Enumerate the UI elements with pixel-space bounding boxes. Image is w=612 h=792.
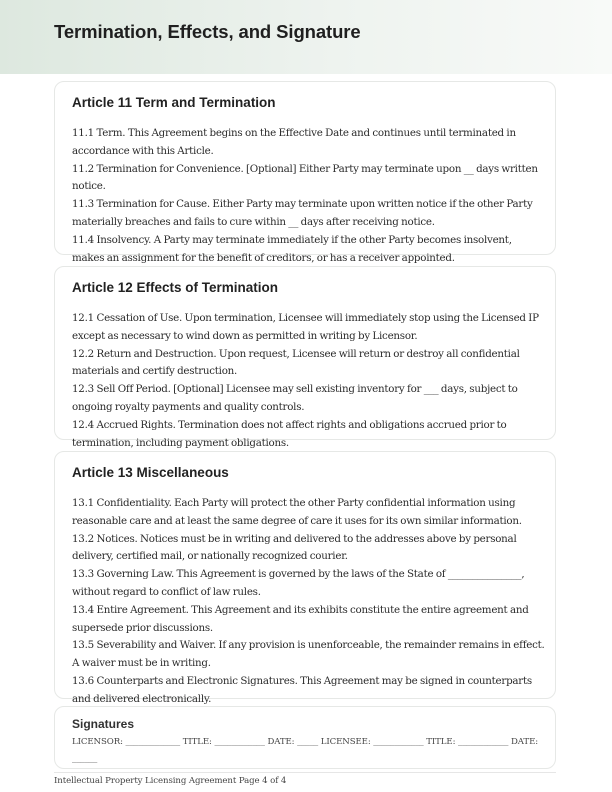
article-heading: Article 11 Term and Termination — [72, 95, 276, 110]
clause-11-2: 11.2 Termination for Convenience. [Optional] Either Party may terminate upon __ days written notice. — [72, 162, 538, 193]
article-12-card — [54, 266, 556, 449]
page-footer: Intellectual Property Licensing Agreement Page 4 of 4 — [54, 776, 287, 786]
clause-12-2: 12.2 Return and Destruction. Upon request, Licensee will return or destroy all confidential materials and certify destruction. — [72, 347, 520, 378]
clause-list — [72, 310, 546, 452]
clause-11-4: 11.4 Insolvency. A Party may terminate immediately if the other Party becomes insolvent, makes an assignment for the benefit of creditors, or has a receiver appointed. — [72, 233, 512, 264]
clause-13-1: 13.1 Confidentiality. Each Party will protect the other Party confidential information using reasonable care and at least the same degree of care it uses for its own similar information. — [72, 497, 522, 527]
article-heading: Article 12 Effects of Termination — [72, 280, 279, 295]
signatures-card — [54, 706, 556, 769]
clause-list — [72, 125, 546, 267]
clause-13-6: 13.6 Counterparts and Electronic Signatures. This Agreement may be signed in counterparts and delivered electronically. — [72, 674, 532, 705]
clause-11-1: 11.1 Term. This Agreement begins on the Effective Date and continues until terminated in accordance with this Article. — [72, 127, 516, 157]
article-heading: Article 13 Miscellaneous — [72, 465, 229, 480]
clause-11-3: 11.3 Termination for Cause. Either Party may terminate upon written notice if the other Party materially breaches and fails to cure within __ days after receiving notice. — [72, 198, 533, 228]
page-title: Termination, Effects, and Signature — [54, 21, 361, 42]
clause-13-3: 13.3 Governing Law. This Agreement is governed by the laws of the State of _______________, without regard to conflict of law rules. — [72, 568, 525, 598]
signature-fields: LICENSOR: _____________ TITLE: ____________ DATE: _____ LICENSEE: ____________ TITLE: ____________ DATE: ______ — [72, 737, 539, 764]
clause-13-2: 13.2 Notices. Notices must be in writing and delivered to the addresses above by personal delivery, certified mail, or nationally recognized courier. — [72, 532, 517, 563]
article-13-card — [54, 451, 556, 705]
clause-list — [72, 495, 546, 709]
footer-divider — [54, 772, 556, 773]
clause-13-4: 13.4 Entire Agreement. This Agreement and its exhibits constitute the entire agreement and supersede prior discussions. — [72, 603, 529, 634]
clause-12-1: 12.1 Cessation of Use. Upon termination, Licensee will immediately stop using the Licensed IP except as necessary to wind down as permitted in writing by Licensor. — [72, 312, 539, 342]
article-11-card — [54, 81, 556, 264]
page-header — [0, 0, 612, 74]
clause-12-4: 12.4 Accrued Rights. Termination does not affect rights and obligations accrued prior to termination, including payment obligations. — [72, 418, 507, 449]
clause-12-3: 12.3 Sell Off Period. [Optional] Licensee may sell existing inventory for ___ days, subject to ongoing royalty payments and quality controls. — [72, 383, 518, 413]
signatures-heading: Signatures — [72, 717, 135, 731]
clause-13-5: 13.5 Severability and Waiver. If any provision is unenforceable, the remainder remains in effect. A waiver must be in writing. — [72, 639, 545, 670]
